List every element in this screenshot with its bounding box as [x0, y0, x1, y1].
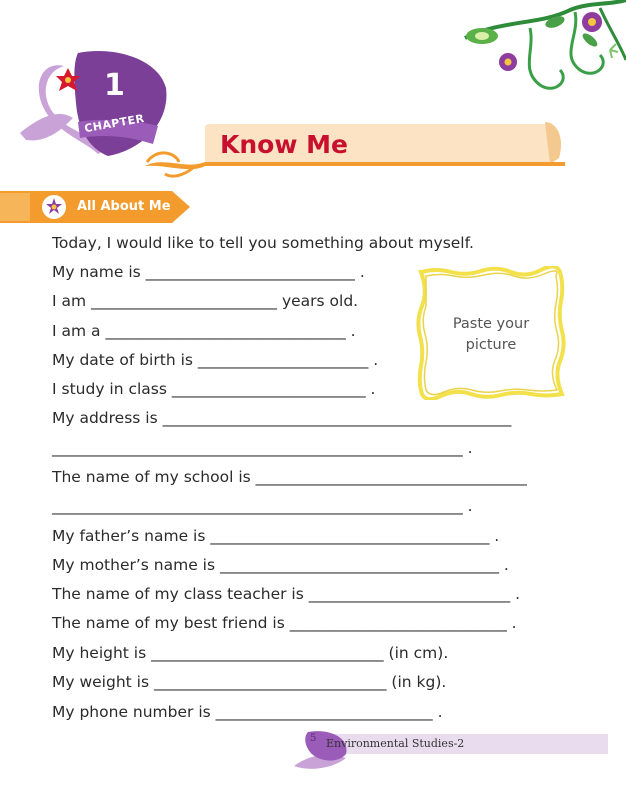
- date-of-birth-line: My date of birth is ______________________ .: [52, 351, 379, 369]
- gender-line: I am a _______________________________ .: [52, 322, 356, 340]
- picture-placeholder-text: [428, 314, 554, 356]
- best-friend-line: The name of my best friend is ____________________________ .: [52, 614, 517, 632]
- age-line: I am ________________________ years old.: [52, 292, 359, 310]
- page-title: Know Me: [220, 130, 348, 159]
- flower-icon: [41, 194, 67, 220]
- chapter-label: CHAPTER: [83, 111, 146, 136]
- intro-text: Today, I would like to tell you something about myself.: [52, 234, 474, 252]
- vine-decoration: [460, 0, 626, 95]
- address-line-continued: _____________________________________________________ .: [52, 439, 473, 457]
- title-banner: [145, 118, 575, 180]
- father-name-line: My father’s name is ____________________________________ .: [52, 527, 500, 545]
- class-teacher-line: The name of my class teacher is __________________________ .: [52, 585, 521, 603]
- class-line: I study in class _________________________ .: [52, 380, 376, 398]
- school-name-line-continued: _____________________________________________________ .: [52, 497, 473, 515]
- picture-placeholder-line-2: picture: [465, 337, 517, 353]
- page-number: 5: [310, 733, 317, 744]
- section-title: All About Me: [77, 199, 171, 214]
- weight-line: My weight is ______________________________ (in kg).: [52, 673, 447, 691]
- name-line: My name is ___________________________ .: [52, 263, 365, 281]
- chapter-number: 1: [104, 68, 125, 103]
- phone-number-line: My phone number is ____________________________ .: [52, 703, 443, 721]
- mother-name-line: My mother’s name is ____________________________________ .: [52, 556, 509, 574]
- book-title: Environmental Studies-2: [326, 737, 465, 750]
- picture-placeholder-line-1: Paste your: [452, 316, 530, 332]
- school-name-line: The name of my school is ___________________________________: [52, 468, 527, 486]
- height-line: My height is ______________________________ (in cm).: [52, 644, 449, 662]
- address-line: My address is _____________________________________________: [52, 409, 512, 427]
